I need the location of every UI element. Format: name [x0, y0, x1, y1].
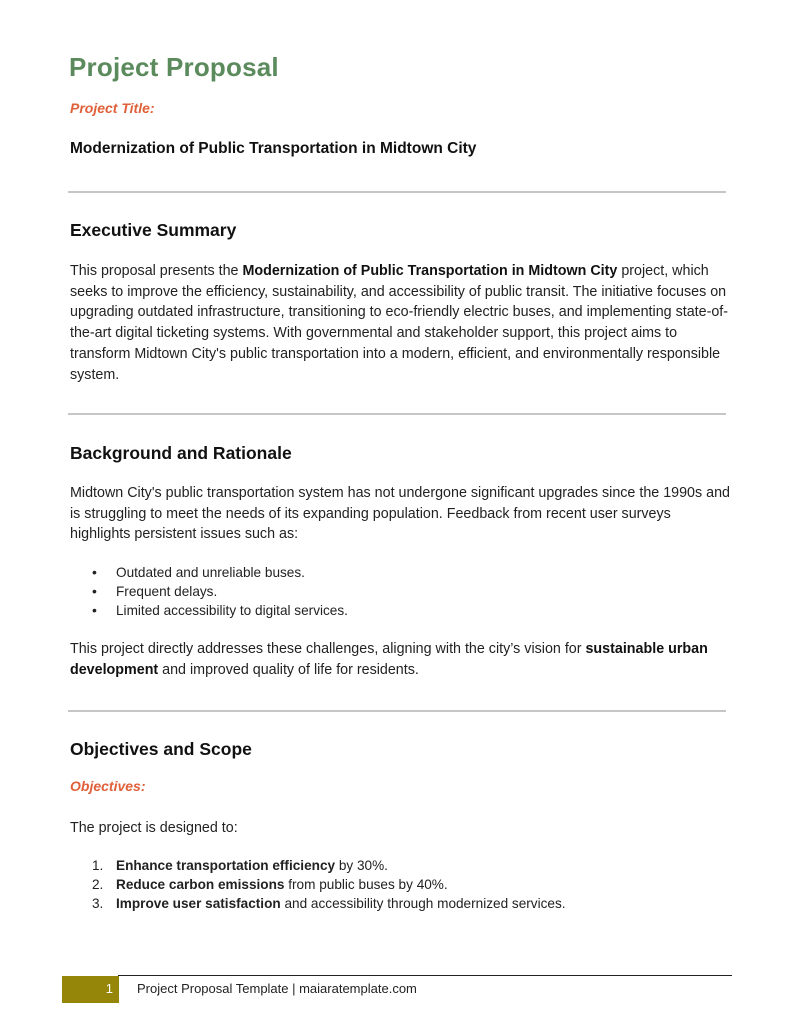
item-bold: Enhance transportation efficiency: [116, 858, 336, 873]
executive-summary-paragraph: [70, 261, 730, 385]
footer-text: Project Proposal Template | maiaratemplate.com: [137, 981, 417, 996]
item-bold: Reduce carbon emissions: [116, 877, 285, 892]
objectives-list: [70, 856, 566, 913]
page-number: 1: [105, 981, 113, 996]
document-title: Project Proposal: [69, 52, 279, 82]
background-closing: [70, 639, 730, 680]
background-intro: Midtown City's public transportation system has not undergone significant upgrades since the 1990s and is struggling to meet the needs of its expanding population. Feedback from recent user surveys highlights persistent issues such as:: [70, 485, 730, 543]
item-bold: Improve user satisfaction: [116, 896, 281, 911]
section-divider: [68, 191, 726, 193]
background-closing-text-2: and improved quality of life for residents.: [158, 661, 419, 678]
item-number: 3.: [92, 896, 104, 911]
background-closing-bold: sustainable urban development: [70, 641, 708, 678]
project-title-label: Project Title:: [70, 100, 155, 116]
executive-summary-bold: Modernization of Public Transportation in Midtown City: [242, 263, 618, 279]
background-closing-text-1: This project directly addresses these challenges, aligning with the city’s vision for: [70, 641, 586, 657]
page-number-badge: [62, 976, 119, 1003]
section-divider: [68, 413, 726, 415]
executive-summary-text-1: This proposal presents the: [70, 263, 243, 279]
item-number: 1.: [92, 858, 104, 873]
list-item: • Outdated and unreliable buses.: [116, 563, 348, 582]
footer-rule: [118, 975, 732, 976]
list-item: • Frequent delays.: [116, 582, 348, 601]
project-title: Modernization of Public Transportation in Midtown City: [70, 140, 477, 157]
executive-summary-text-2: project, which seeks to improve the efficiency, sustainability, and accessibility of public transit. The initiative focuses on upgrading outdated infrastructure, transitioning to eco-friendly electric buses, and implementing state-of-the-art digital ticketing systems. With governmental and stakeholder support, this project aims to transform Midtown City's public transportation into a modern, efficient, and environmentally responsible system.: [70, 263, 729, 383]
item-text: by 30%.: [335, 858, 388, 873]
list-item: [92, 875, 566, 894]
section-divider: [68, 710, 726, 712]
list-item: [92, 856, 566, 875]
objectives-intro: The project is designed to:: [70, 820, 238, 836]
background-heading: Background and Rationale: [70, 443, 292, 463]
issues-list: [70, 563, 348, 620]
item-number: 2.: [92, 877, 104, 892]
objectives-label: Objectives:: [70, 778, 146, 794]
item-text: and accessibility through modernized services.: [280, 896, 566, 911]
item-text: from public buses by 40%.: [284, 877, 448, 892]
list-item: [92, 894, 566, 913]
executive-summary-heading: Executive Summary: [70, 220, 237, 240]
list-item: • Limited accessibility to digital services.: [116, 601, 348, 620]
objectives-heading: Objectives and Scope: [70, 739, 252, 759]
